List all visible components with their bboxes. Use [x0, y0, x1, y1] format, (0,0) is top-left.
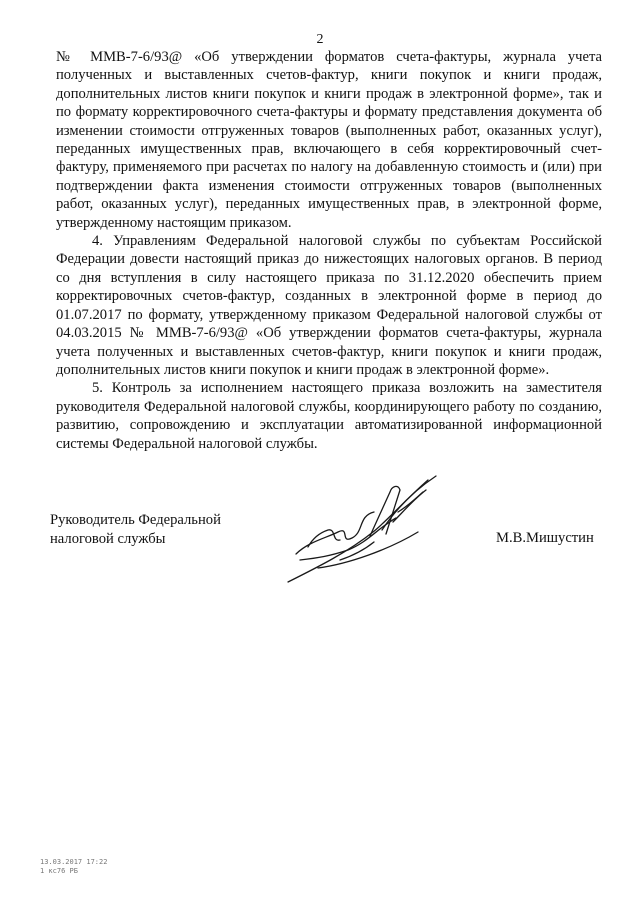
- signatory-name: М.В.Мишустин: [496, 530, 594, 546]
- stamp-line2: 1 кс76 РБ: [40, 867, 78, 875]
- registration-stamp: [40, 858, 107, 876]
- signatory-title-line1: Руководитель Федеральной: [50, 512, 221, 528]
- signatory-title-line2: налоговой службы: [50, 531, 166, 547]
- stamp-line1: 13.03.2017 17:22: [40, 858, 108, 866]
- paragraph-continuation: № ММВ-7-6/93@ «Об утверждении форматов счета-фактуры, журнала учета полученных и выставленных счетов-фактур, книги покупок и книги продаж, дополнительных листов книги покупок и книги продаж в электронной форме», так и по формату корректировочного счета-фактуры и формату представления документа об изменении стоимости отгруженных товаров (выполненных работ, оказанных услуг), переданных имущественных прав, включающего в себя корректировочный счет-фактуру, применяемого при расчетах по налогу на добавленную стоимость и (или) при подтверждении факта изменения стоимости отгруженных товаров (выполненных работ, оказанных услуг), переданных имущественных прав, в электронной форме, утвержденному настоящим приказом.: [56, 49, 602, 231]
- paragraph-4: 4. Управлениям Федеральной налоговой службы по субъектам Российской Федерации довести настоящий приказ до нижестоящих налоговых органов. В период со дня вступления в силу настоящего приказа по 31.12.2020 обеспечить прием корректировочных счетов-фактур, созданных в электронной форме в период до 01.07.2017 по формату, утвержденному приказом Федеральной налоговой службы от 04.03.2015 № ММВ-7-6/93@ «Об утверждении форматов счета-фактуры, журнала учета полученных и выставленных счетов-фактур, книги покупок и книги продаж, дополнительных листов книги покупок и книги продаж в электронной форме».: [56, 233, 602, 378]
- document-body: [56, 48, 602, 453]
- paragraph-5: 5. Контроль за исполнением настоящего приказа возложить на заместителя руководителя Федеральной налоговой службы, координирующего работу по созданию, развитию, сопровождению и эксплуатации автоматизированной информационной системы Федеральной налоговой службы.: [56, 380, 602, 452]
- handwritten-signature: [278, 472, 448, 587]
- page-number: 2: [316, 32, 324, 47]
- signatory-title: [50, 511, 221, 549]
